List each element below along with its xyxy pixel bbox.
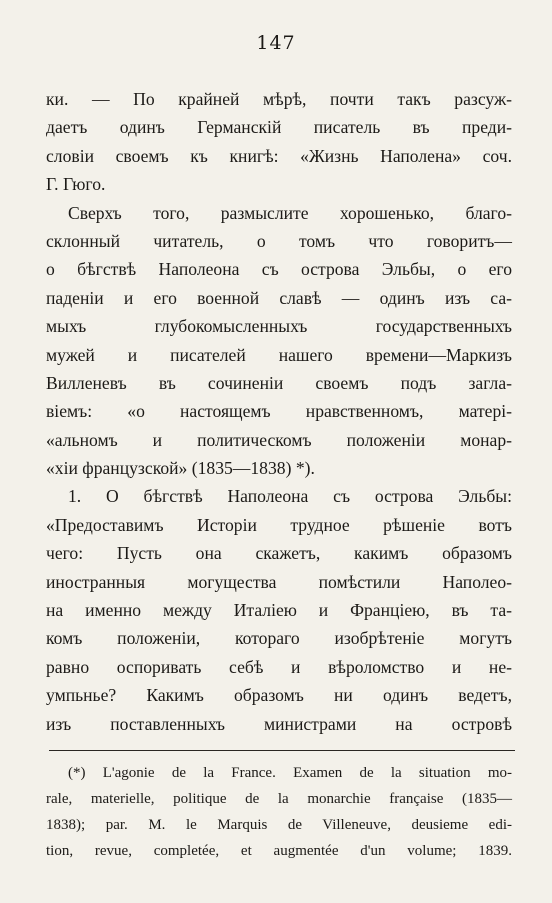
text-line: на именно между Италіею и Франціею, въ та- bbox=[46, 600, 512, 621]
text-line: склонный читатель, о томъ что говоритъ— bbox=[46, 230, 512, 251]
text-line: «хіи французской» (1835—1838) *). bbox=[46, 458, 315, 479]
main-text bbox=[46, 85, 512, 738]
footnote-line: (*) L'agonie de la France. Examen de la situation mo- bbox=[68, 765, 512, 781]
page-number: 147 bbox=[256, 32, 296, 54]
text-line: «альномъ и политическомъ положеніи монар- bbox=[46, 429, 512, 450]
text-line: изъ поставленныхъ министрами на островѣ bbox=[46, 713, 512, 734]
footnote-line: rale, materielle, politique de la monarchie française (1835— bbox=[46, 791, 512, 807]
text-line: мыхъ глубокомысленныхъ государственныхъ bbox=[46, 316, 512, 337]
text-line: Г. Гюго. bbox=[46, 174, 106, 195]
text-line: паденіи и его военной славѣ — одинъ изъ са- bbox=[46, 287, 512, 308]
footnote bbox=[46, 760, 512, 864]
text-line: мужей и писателей нашего времени—Маркизъ bbox=[46, 344, 512, 365]
text-line: Вилленевъ въ сочиненіи своемъ подъ загла- bbox=[46, 372, 512, 393]
text-line: умпьнье? Какимъ образомъ ни одинъ ведетъ, bbox=[46, 685, 512, 706]
footnote-line: tion, revue, completée, et augmentée d'un volume; 1839. bbox=[46, 843, 512, 859]
footnote-line: 1838); par. M. le Marquis de Villeneuve, deusieme edi- bbox=[46, 817, 512, 833]
text-line: чего: Пусть она скажетъ, какимъ образомъ bbox=[46, 543, 512, 564]
footnote-rule bbox=[49, 750, 515, 751]
text-line: 1. О бѣгствѣ Наполеона съ острова Эльбы: bbox=[68, 486, 512, 507]
text-line: даетъ одинъ Германскій писатель въ преди- bbox=[46, 117, 512, 138]
text-line: «Предоставимъ Исторіи трудное рѣшеніе вотъ bbox=[46, 514, 512, 535]
text-line: ки. — По крайней мѣрѣ, почти такъ разсуж- bbox=[46, 89, 512, 109]
text-line: словіи своемъ къ книгѣ: «Жизнь Наполена» соч. bbox=[46, 145, 512, 166]
text-line: Сверхъ того, размыслите хорошенько, благо- bbox=[68, 202, 512, 223]
text-line: иностранныя могущества помѣстили Наполео- bbox=[46, 571, 512, 592]
text-line: о бѣгствѣ Наполеона съ острова Эльбы, о его bbox=[46, 259, 512, 280]
text-line: віемъ: «о настоящемъ нравственномъ, матері- bbox=[46, 401, 512, 422]
text-line: равно оспоривать себѣ и вѣроломство и не- bbox=[46, 656, 512, 677]
text-line: комъ положеніи, котораго изобрѣтеніе могутъ bbox=[46, 628, 512, 649]
